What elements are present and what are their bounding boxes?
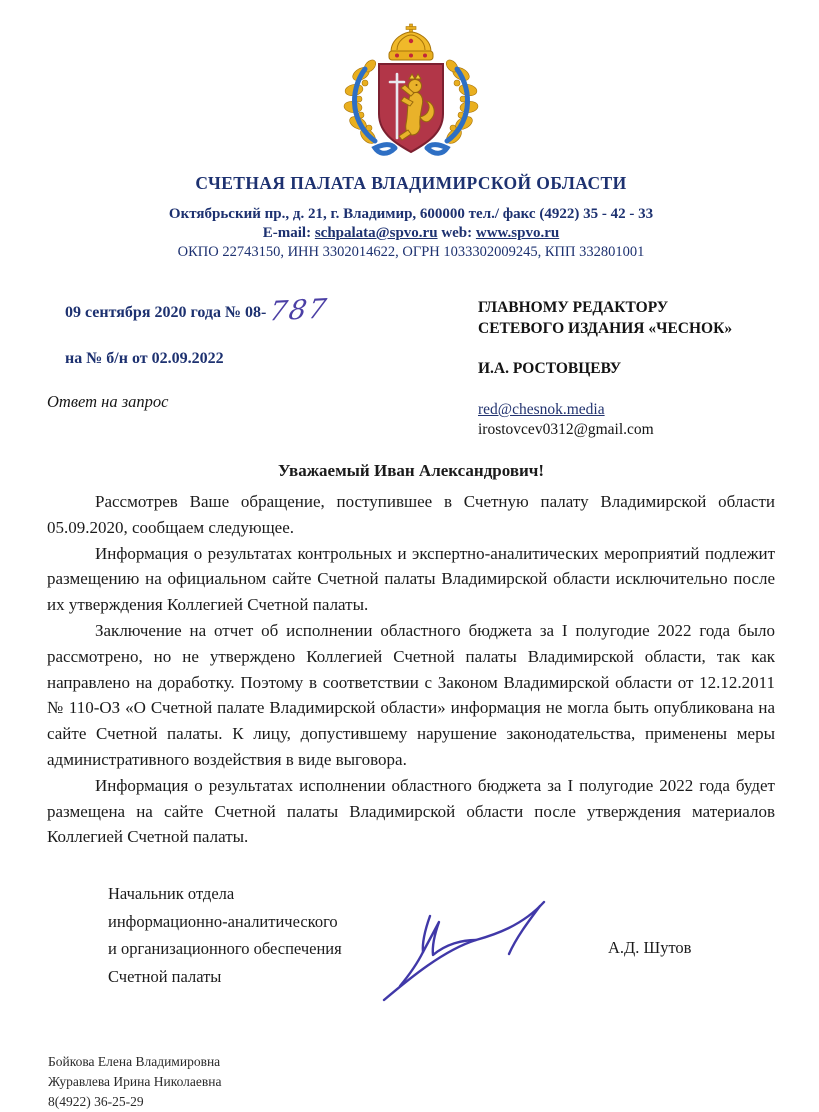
signer-position-line: Счетной палаты — [108, 966, 222, 986]
executor-phone: 8(4922) 36-25-29 — [48, 1094, 144, 1110]
letterhead — [47, 173, 775, 261]
executor-name-1: Бойкова Елена Владимировна — [48, 1054, 221, 1070]
signer-position-line: и организационного обеспечения — [108, 939, 342, 959]
recipient-emails — [478, 400, 732, 440]
executor-contacts — [48, 1052, 775, 1112]
recipient-email-secondary: irostovcev0312@gmail.com — [478, 421, 654, 438]
paragraph-4: Информация о результатах исполнении областного бюджета за I полугодие 2022 года будет размещена на сайте Счетной палаты Владимирской области после утверждения материалов Коллегией Счетной палаты. — [47, 775, 775, 847]
letter-body — [47, 489, 775, 850]
paragraph-2: Информация о результатах контрольных и экспертно-аналитических мероприятий подлежит размещению на официальном сайте Счетной палаты Владимирской области исключительно после их утверждения Коллегией Счетной палаты. — [47, 543, 775, 615]
org-email-link[interactable]: schpalata@spvo.ru — [314, 225, 438, 241]
org-contacts-line — [47, 225, 775, 242]
org-codes: ОКПО 22743150, ИНН 3302014622, ОГРН 1033302009245, КПП 332801001 — [177, 244, 645, 260]
signer-name: А.Д. Шутов — [608, 938, 692, 958]
emblem-wrap — [47, 22, 775, 165]
reference-section — [47, 293, 775, 455]
signature-section — [47, 880, 775, 1012]
outgoing-date-line — [65, 293, 331, 328]
recipient-email-link[interactable]: red@chesnok.media — [478, 401, 605, 418]
recipient-title-2: СЕТЕВОГО ИЗДАНИЯ «ЧЕСНОК» — [478, 320, 733, 337]
org-web-link[interactable]: www.spvo.ru — [475, 225, 560, 241]
incoming-reference-line: на № б/н от 02.09.2022 — [65, 350, 224, 367]
email-label: E-mail: — [262, 225, 315, 241]
recipient-name: И.А. РОСТОВЦЕВУ — [478, 360, 622, 377]
recipient-title-1: ГЛАВНОМУ РЕДАКТОРУ — [478, 299, 669, 316]
reference-left — [47, 293, 331, 412]
outgoing-date-text: 09 сентября 2020 года № 08- — [65, 304, 267, 321]
subject-line: Ответ на запрос — [47, 392, 169, 411]
handwritten-outgoing-number: 787 — [267, 293, 331, 328]
handwritten-signature-icon — [372, 882, 562, 1010]
paragraph-3: Заключение на отчет об исполнении областного бюджета за I полугодие 2022 года было рассмотрено, но не утверждено Коллегией Счетной палаты Владимирской области, так как направлено на доработку. Поэтому в соответствии с Законом Владимирской области от 12.12.2011 № 110-ОЗ «О Счетной палате Владимирской области» информация не могла быть опубликована на сайте Счетной палаты. К лицу, допустившему нарушение законодательства, применены меры административного воздействия в виде выговора. — [47, 620, 775, 769]
org-address: Октябрьский пр., д. 21, г. Владимир, 600000 тел./ факс (4922) 35 - 42 - 33 — [168, 206, 654, 222]
signer-position — [108, 880, 342, 990]
coat-of-arms-vladimir-oblast-icon — [335, 22, 487, 160]
paragraph-1: Рассмотрев Ваше обращение, поступившее в Счетную палату Владимирской области 05.09.2020, сообщаем следующее. — [47, 492, 775, 537]
web-label: web: — [437, 225, 476, 241]
executor-name-2: Журавлева Ирина Николаевна — [48, 1074, 222, 1090]
salutation: Уважаемый Иван Александрович! — [277, 461, 545, 480]
recipient-block — [478, 297, 732, 440]
signer-position-line: Начальник отдела — [108, 884, 235, 904]
signer-position-line: информационно-аналитического — [108, 911, 338, 931]
org-name: СЧЕТНАЯ ПАЛАТА ВЛАДИМИРСКОЙ ОБЛАСТИ — [195, 173, 627, 193]
